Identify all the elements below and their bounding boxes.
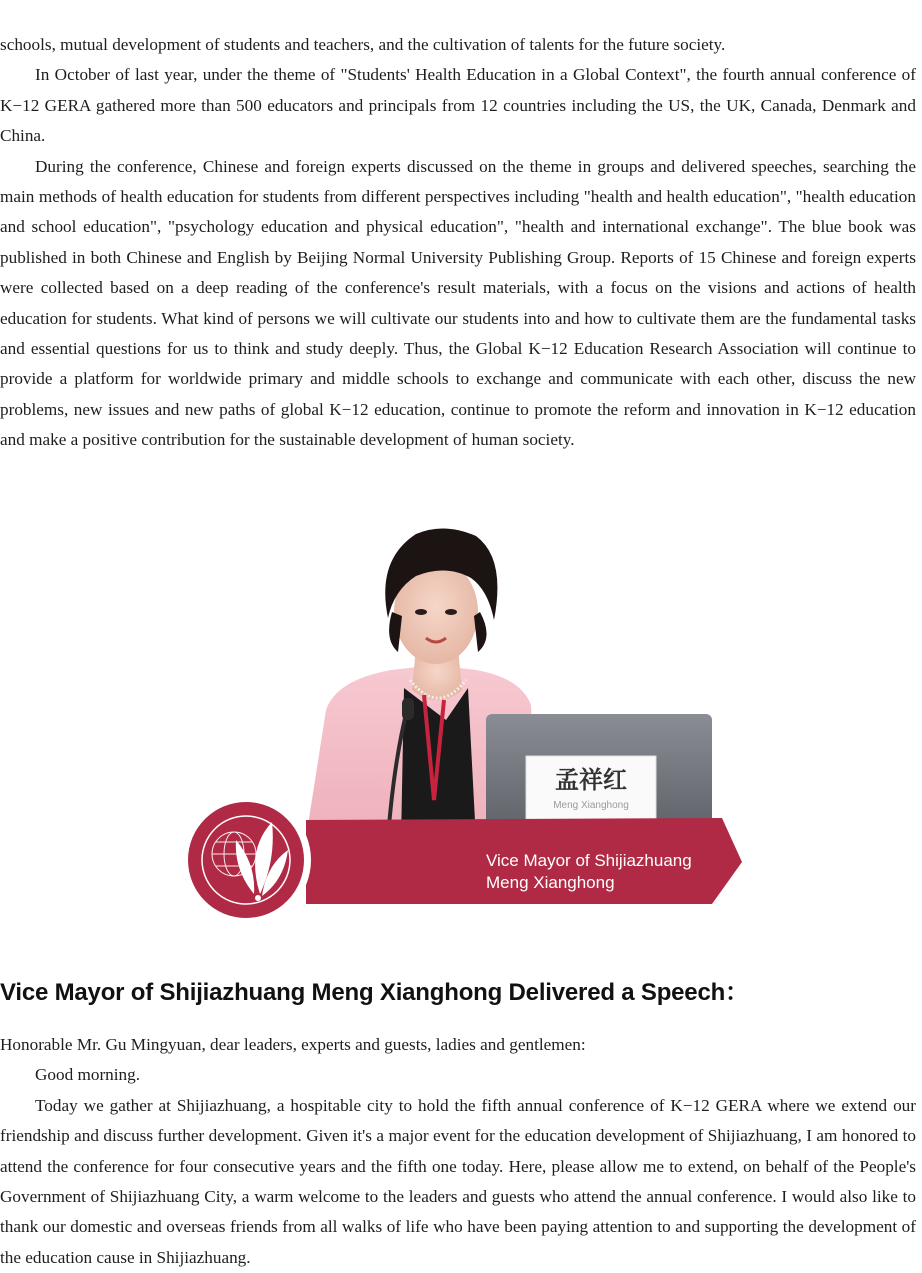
paragraph-conference-summary: In October of last year, under the theme of "Students' Health Education in a Global Context", the fourth annual conference of K−12 GERA gathered more than 500 educators and principals from 12 countries including the US, the UK, Canada, Denmark and China. [0,65,916,146]
caption-line-title: Vice Mayor of Shijiazhuang [486,851,692,870]
speech-text [0,1030,916,1273]
speech-greeting: Good morning. [35,1065,141,1085]
nameplate-chinese: 孟祥红 [555,766,627,794]
nameplate-pinyin: Meng Xianghong [553,800,629,811]
speaker-photo-figure [176,520,746,930]
caption-line-name: Meng Xianghong [486,873,615,892]
microphone [402,698,414,720]
intro-text [0,30,916,456]
paragraph-continuation: schools, mutual development of students and teachers, and the cultivation of talents for the future society. [0,35,726,54]
speech-salutation: Honorable Mr. Gu Mingyuan, dear leaders, experts and guests, ladies and gentlemen: [0,1035,586,1054]
speech-body: Today we gather at Shijiazhuang, a hospitable city to hold the fifth annual conference of K−12 GERA where we extend our friendship and discuss further development. Given it's a major event for the education development of Shijiazhuang, I am honored to attend the conference for four consecutive years and the fifth one today. Here, please allow me to extend, on behalf of the People's Government of Shijiazhuang City, a warm welcome to the leaders and guests who attend the annual conference. I would also like to thank our domestic and overseas friends from all walks of life who have been paying attention to and supporting the development of the education cause in Shijiazhuang. [0,1095,916,1267]
paragraph-conference-details: During the conference, Chinese and foreign experts discussed on the theme in groups and delivered speeches, searching the main methods of health education for students from different perspectives including "health and health education", "health education and school education", "psychology education and physical education", "health and international exchange". The blue book was published in both Chinese and English by Beijing Normal University Publishing Group. Reports of 15 Chinese and foreign experts were collected based on a deep reading of the conference's result materials, with a focus on the visions and actions of health education for students. What kind of persons we will cultivate our students into and how to cultivate them are the fundamental tasks and essential questions for us to think and study deeply. Thus, the Global K−12 Education Research Association will continue to provide a platform for worldwide primary and middle schools to exchange and communicate with each other, discuss the new problems, new issues and new paths of global K−12 education, continue to promote the reform and innovation in K−12 education and make a positive contribution for the sustainable development of human society. [0,156,916,450]
section-heading: Vice Mayor of Shijiazhuang Meng Xianghong Delivered a Speech： [0,979,749,1006]
photo-caption [486,850,726,894]
